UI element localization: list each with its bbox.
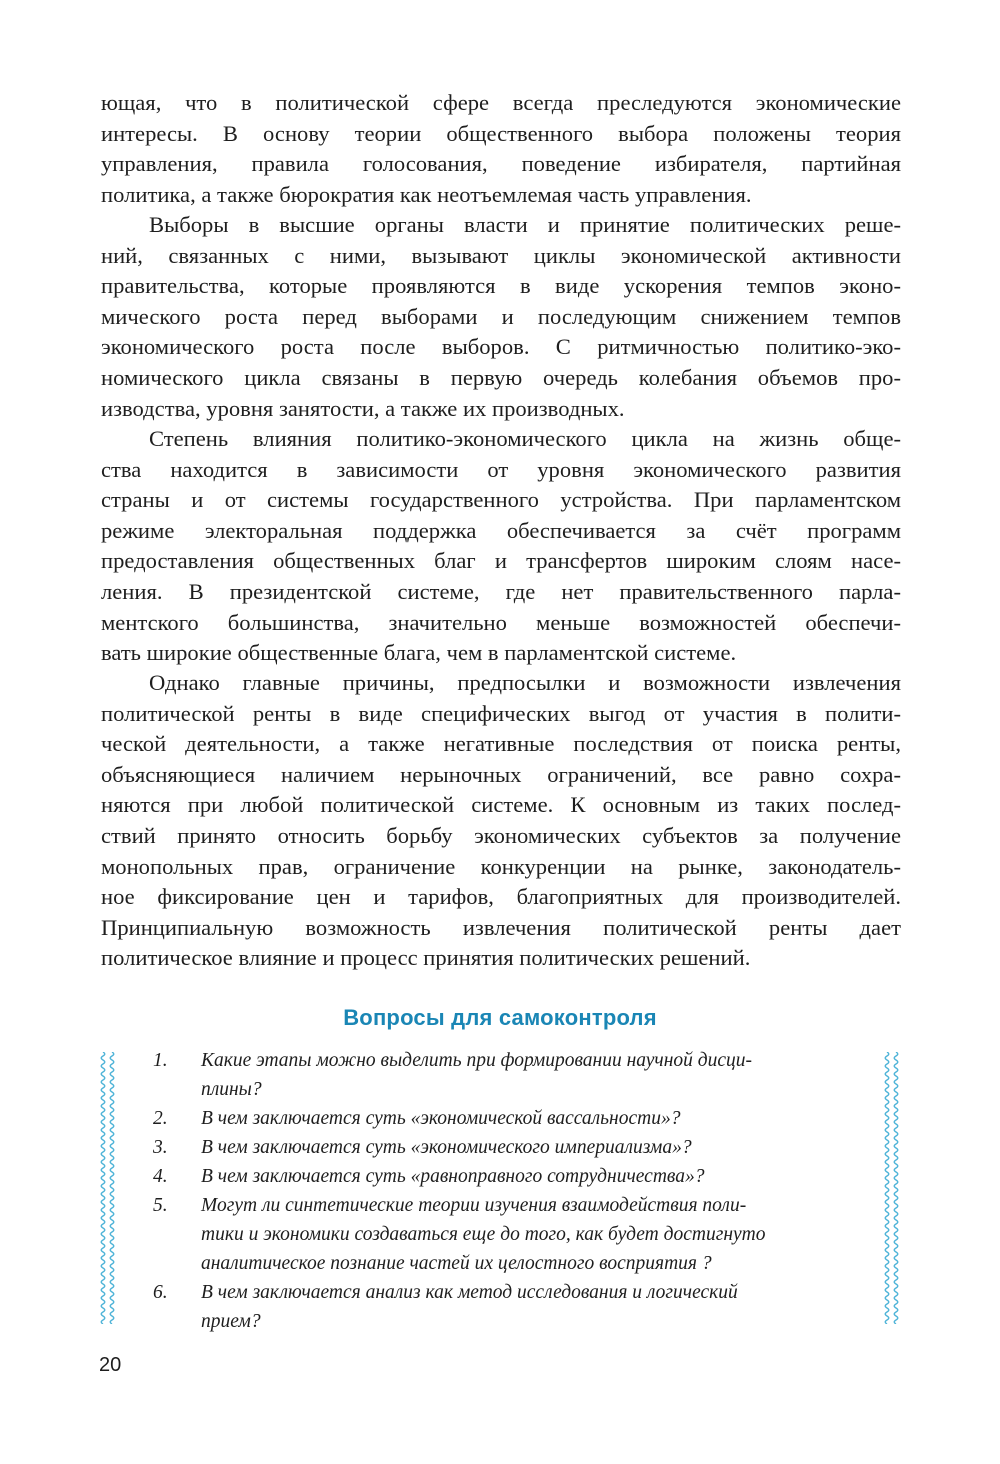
question-number: 6. — [153, 1282, 168, 1303]
section-title: Вопросы для самоконтроля — [343, 1005, 657, 1030]
text-line: ментского большинства, значительно меньше возможностей обеспечи- — [101, 609, 901, 635]
wave-border-left-icon — [97, 1052, 119, 1324]
text-line: няются при любой политической системе. К основным из таких послед- — [101, 792, 901, 818]
text-line: ления. В президентской системе, где нет правительственного парла- — [101, 578, 901, 604]
question-item — [145, 1278, 855, 1336]
question-text: аналитическое познание частей их целостного восприятия ? — [201, 1253, 712, 1274]
question-text: В чем заключается суть «экономической вассальности»? — [201, 1108, 681, 1129]
paragraph-4 — [101, 668, 901, 974]
question-number: 4. — [153, 1166, 168, 1187]
text-line: ное фиксирование цен и тарифов, благоприятных для производителей. — [101, 884, 901, 910]
wave-stroke — [894, 1052, 898, 1324]
question-text: В чем заключается анализ как метод исследования и логический — [201, 1282, 738, 1303]
question-text: Какие этапы можно выделить при формировании научной дисци- — [201, 1050, 753, 1071]
text-line: политическое влияние и процесс принятия политических решений. — [101, 945, 751, 971]
text-line: мического роста перед выборами и последующим снижением темпов — [101, 303, 901, 329]
wave-stroke — [885, 1052, 889, 1324]
question-text: плины? — [201, 1079, 262, 1100]
text-line: ющая, что в политической сфере всегда преследуются экономические — [101, 90, 901, 115]
text-line: управления, правила голосования, поведение избирателя, партийная — [101, 151, 901, 177]
text-line: Степень влияния политико-экономического цикла на жизнь обще- — [149, 426, 901, 451]
text-line: ческой деятельности, а также негативные последствия от поиска ренты, — [101, 731, 901, 757]
question-number: 2. — [153, 1108, 168, 1129]
text-line: объясняющиеся наличием нерыночных ограничений, все равно сохра- — [101, 761, 901, 787]
question-number: 5. — [153, 1195, 168, 1216]
paragraph-2 — [101, 210, 901, 424]
text-line: ства находится в зависимости от уровня экономического развития — [101, 456, 901, 482]
question-number: 1. — [153, 1050, 168, 1071]
question-item — [145, 1046, 855, 1104]
paragraph-3 — [101, 424, 901, 669]
question-text: В чем заключается суть «равноправного сотрудничества»? — [201, 1166, 705, 1187]
text-line: ствий принято относить борьбу экономических субъектов за получение — [101, 822, 901, 848]
wave-stroke — [110, 1052, 114, 1324]
text-line: правительства, которые проявляются в виде ускорения темпов эконо- — [101, 273, 901, 299]
text-line: интересы. В основу теории общественного выбора положены теория — [101, 120, 901, 146]
question-item — [145, 1133, 855, 1162]
text-line: Выборы в высшие органы власти и принятие политических реше- — [149, 212, 901, 237]
text-line: вать широкие общественные блага, чем в парламентской системе. — [101, 640, 737, 666]
page-number: 20 — [99, 1354, 122, 1376]
text-line: режиме электоральная поддержка обеспечивается за счёт программ — [101, 517, 901, 543]
text-line: ний, связанных с ними, вызывают циклы экономической активности — [101, 242, 901, 268]
wave-stroke — [101, 1052, 105, 1324]
question-number: 3. — [153, 1137, 168, 1158]
question-item — [145, 1162, 855, 1191]
text-line: политической ренты в виде специфических выгод от участия в полити- — [101, 700, 901, 726]
question-text: прием? — [201, 1311, 261, 1332]
text-line: Однако главные причины, предпосылки и возможности извлечения — [149, 670, 901, 695]
text-line: экономического роста после выборов. С ритмичностью политико-эко- — [101, 334, 901, 360]
question-text: В чем заключается суть «экономического империализма»? — [201, 1137, 692, 1158]
question-text: тики и экономики создаваться еще до того, как будет достигнуто — [201, 1224, 766, 1245]
questions-list — [145, 1046, 855, 1336]
text-line: изводства, уровня занятости, а также их производных. — [101, 395, 625, 421]
text-line: политика, а также бюрократия как неотъемлемая часть управления. — [101, 181, 752, 207]
text-line: предоставления общественных благ и трансфертов широким слоям насе- — [101, 548, 901, 574]
text-line: монопольных прав, ограничение конкуренции на рынке, законодатель- — [101, 853, 901, 879]
text-line: Принципиальную возможность извлечения политической ренты дает — [101, 914, 901, 940]
question-item — [145, 1191, 855, 1278]
paragraph-1 — [101, 88, 901, 210]
text-line: номического цикла связаны в первую очередь колебания объемов про- — [101, 364, 901, 390]
text-line: страны и от системы государственного устройства. При парламентском — [101, 487, 901, 513]
wave-border-right-icon — [881, 1052, 903, 1324]
question-text: Могут ли синтетические теории изучения взаимодействия поли- — [201, 1195, 747, 1216]
question-item — [145, 1104, 855, 1133]
